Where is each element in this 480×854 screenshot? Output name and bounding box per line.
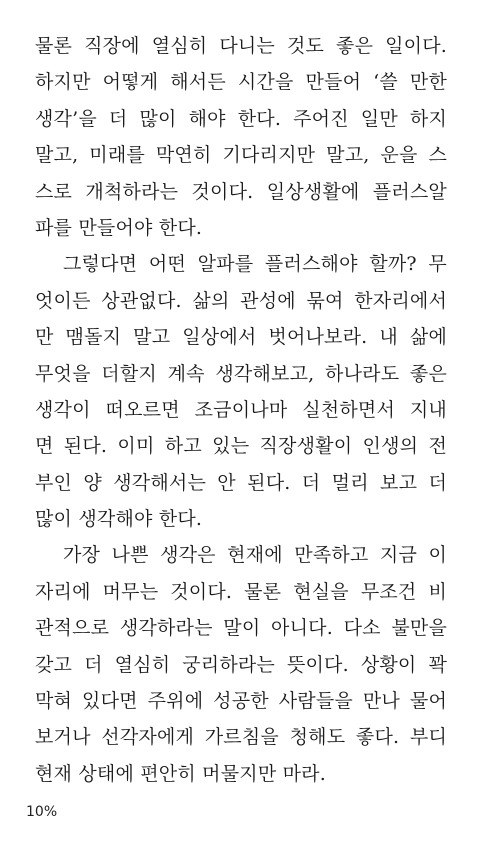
- text-line: 막혀 있다면 주위에 성공한 사람들을 만나 물어: [35, 690, 447, 713]
- text-line: 스로 개척하라는 것이다. 일상생활에 플러스알: [35, 180, 447, 203]
- text-line: 엇이든 상관없다. 삶의 관성에 묶여 한자리에서: [35, 289, 447, 312]
- text-line: 면 된다. 이미 하고 있는 직장생활이 인생의 전: [35, 435, 447, 458]
- paragraph: [35, 246, 447, 537]
- text-line: 물론 직장에 열심히 다니는 것도 좋은 일이다.: [35, 35, 447, 57]
- text-line: 가장 나쁜 생각은 현재에 만족하고 지금 이: [63, 544, 447, 567]
- reading-progress: 10%: [26, 804, 58, 820]
- text-line: 만 맴돌지 말고 일상에서 벗어나보라. 내 삶에: [35, 326, 447, 349]
- text-line: 생각이 떠오르면 조금이나마 실천하면서 지내: [35, 398, 447, 421]
- text-line: 말고, 미래를 막연히 기다리지만 말고, 운을 스: [35, 144, 447, 167]
- text-line: 생각’을 더 많이 해야 한다. 주어진 일만 하지: [35, 107, 447, 130]
- book-text-body: [35, 28, 447, 792]
- text-line: 하지만 어떻게 해서든 시간을 만들어 ‘쓸 만한: [35, 71, 447, 94]
- text-line: 보거나 선각자에게 가르침을 청해도 좋다. 부디: [35, 726, 447, 749]
- text-line: 무엇을 더할지 계속 생각해보고, 하나라도 좋은: [35, 362, 447, 385]
- text-line: 갖고 더 열심히 궁리하라는 뜻이다. 상황이 꽉: [35, 653, 447, 676]
- text-line: 파를 만들어야 한다.: [35, 216, 203, 239]
- text-line: 그렇다면 어떤 알파를 플러스해야 할까? 무: [63, 253, 447, 276]
- paragraph: [35, 537, 447, 792]
- paragraph: [35, 28, 447, 246]
- text-line: 관적으로 생각하라는 말이 아니다. 다소 불만을: [35, 617, 447, 640]
- text-line: 자리에 머무는 것이다. 물론 현실을 무조건 비: [35, 580, 447, 603]
- text-line: 현재 상태에 편안히 머물지만 마라.: [35, 762, 326, 785]
- text-line: 많이 생각해야 한다.: [35, 508, 203, 531]
- text-line: 부인 양 생각해서는 안 된다. 더 멀리 보고 더: [35, 471, 447, 494]
